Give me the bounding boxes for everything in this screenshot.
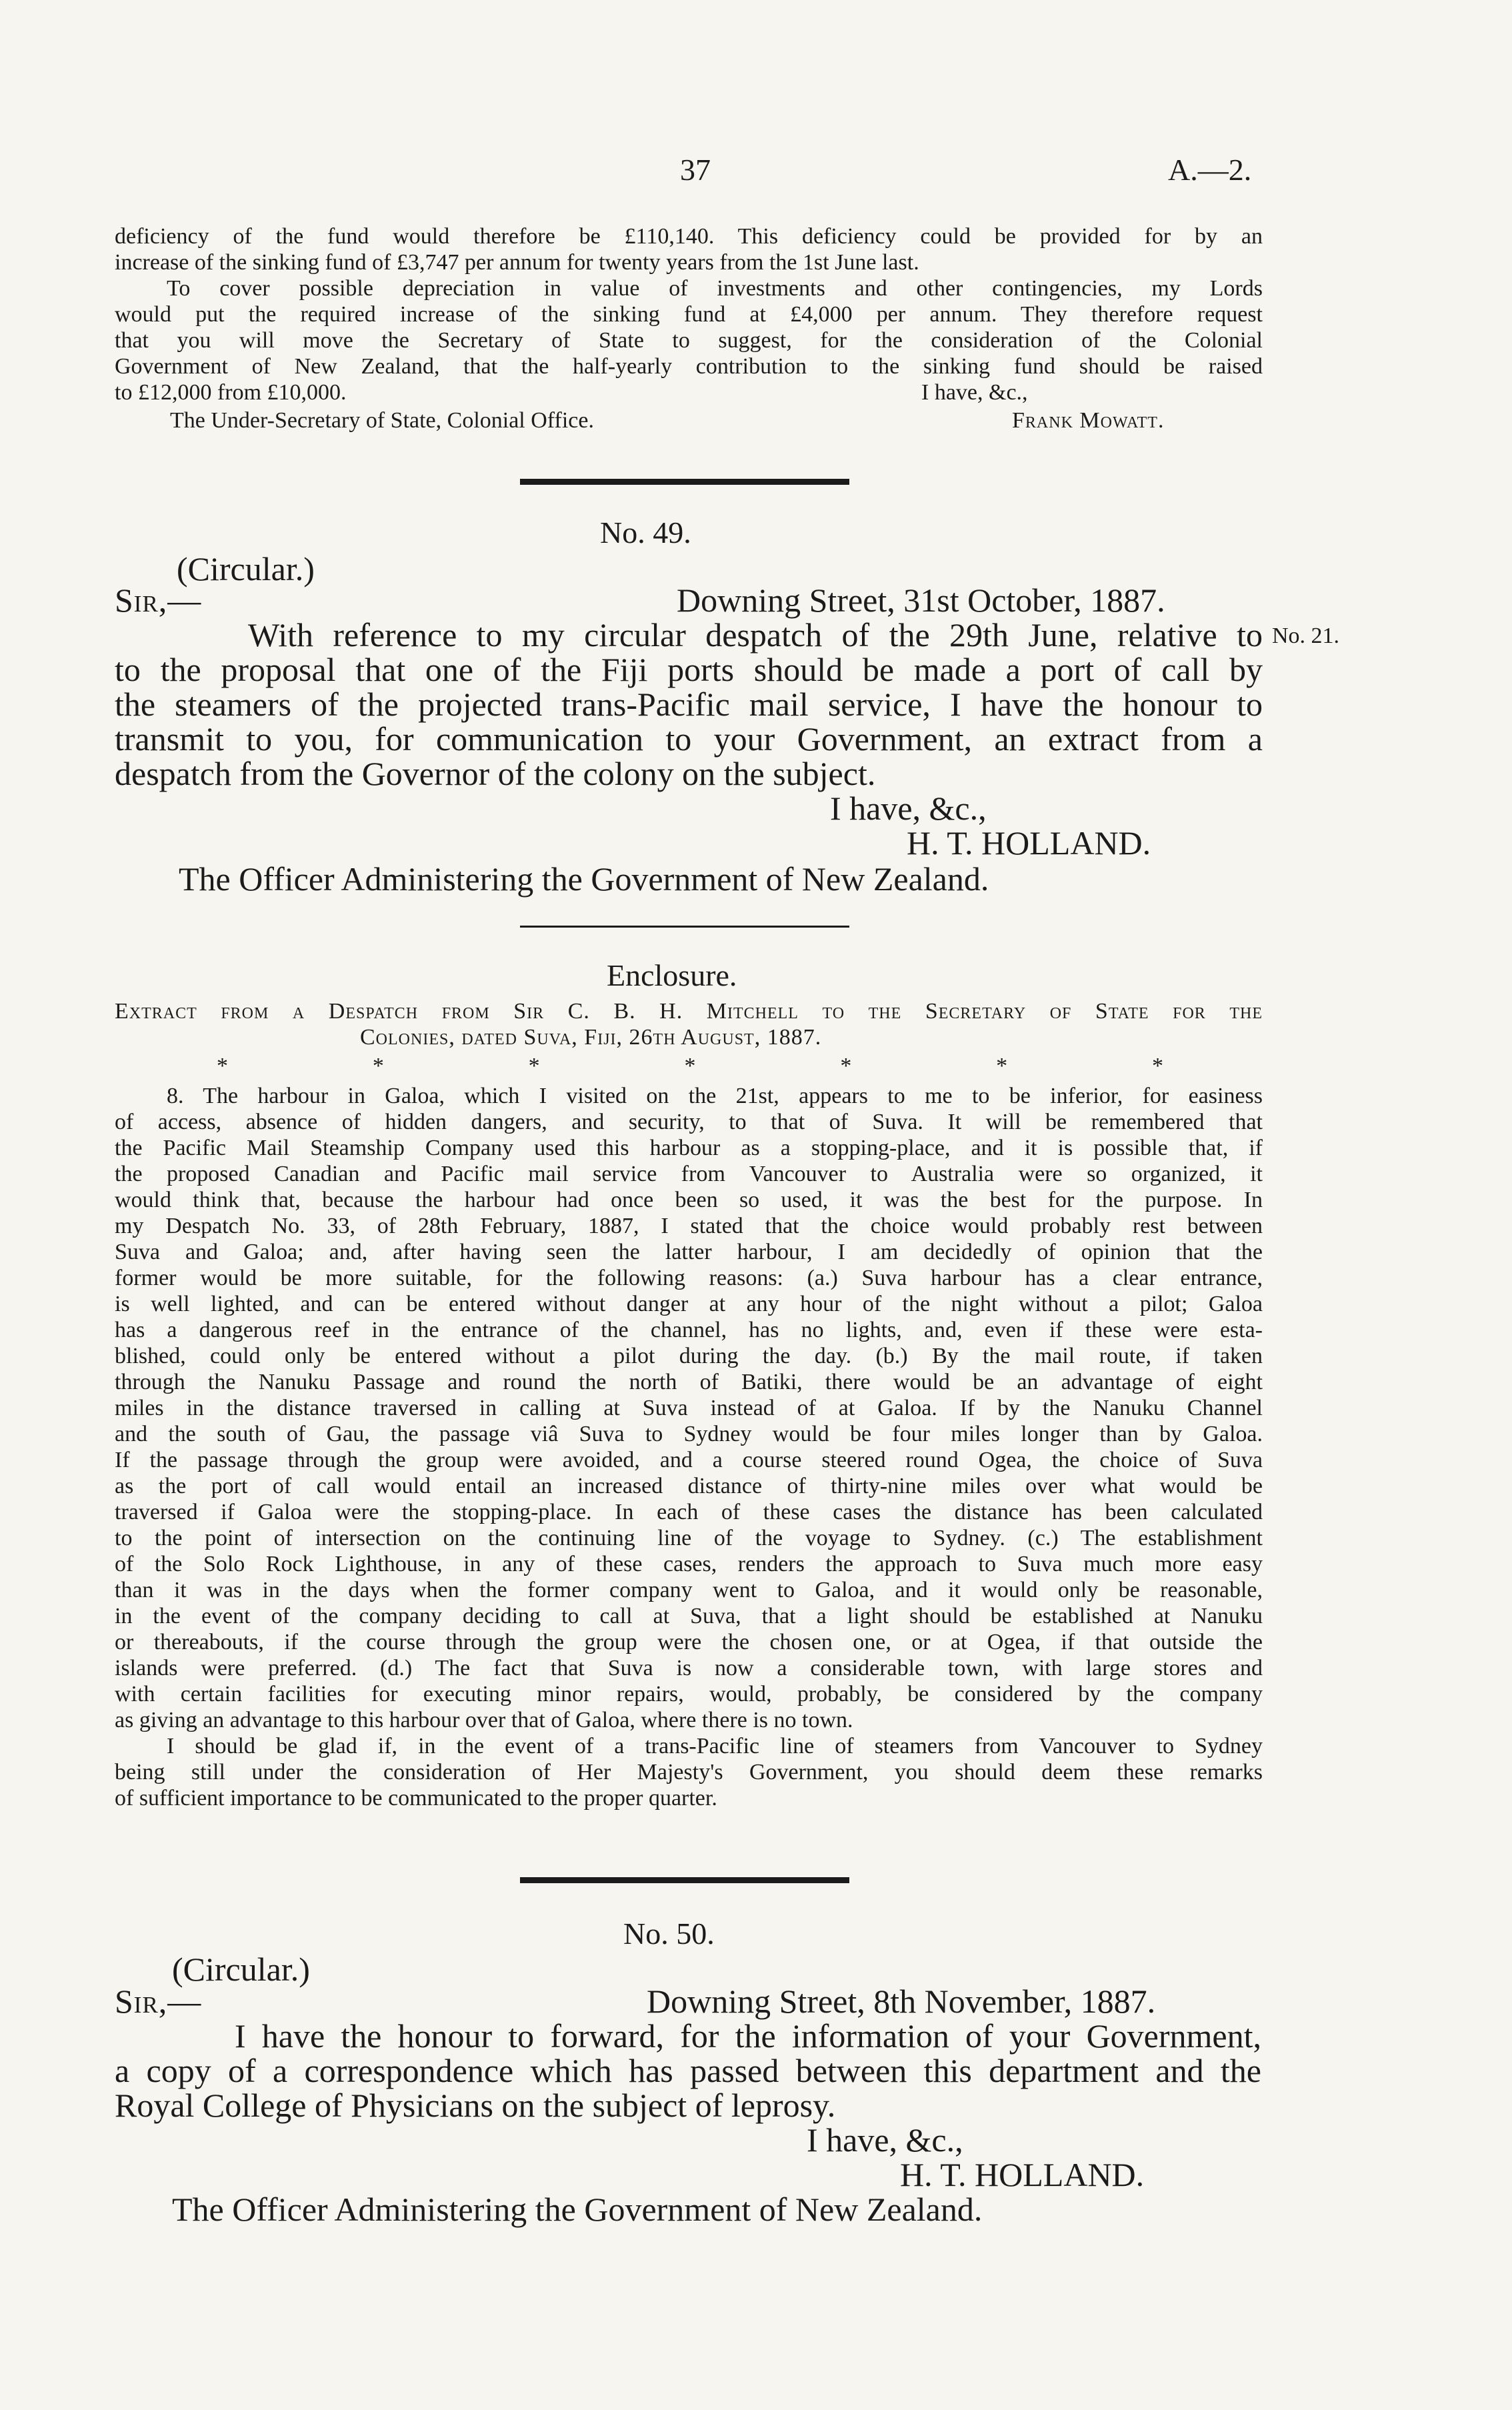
closing-line: I have, &c., bbox=[921, 380, 1028, 405]
text-line: to the point of intersection on the continuing line of the voyage to Sydney. (c.) The establishment bbox=[115, 1526, 1263, 1550]
text-line: miles in the distance traversed in calling at Suva instead of at Galoa. If by the Nanuku Channel bbox=[115, 1396, 1263, 1420]
text-line: the Pacific Mail Steamship Company used this harbour as a stopping-place, and it is possible that, if bbox=[115, 1136, 1263, 1160]
text-line: than it was in the days when the former company went to Galoa, and it would only be reasonable, bbox=[115, 1578, 1263, 1602]
text-line: as giving an advantage to this harbour over that of Galoa, where there is no town. bbox=[115, 1708, 853, 1732]
addressee: The Officer Administering the Government of New Zealand. bbox=[179, 860, 989, 898]
star: * bbox=[1151, 1054, 1163, 1078]
text-line: former would be more suitable, for the following reasons: (a.) Suva harbour has a clear entrance, bbox=[115, 1266, 1263, 1290]
despatch-number: No. 50. bbox=[623, 1917, 715, 1951]
text-line: would put the required increase of the sinking fund at £4,000 per annum. They therefore request bbox=[115, 302, 1263, 327]
page-number: 37 bbox=[680, 153, 711, 187]
letter-line: a copy of a correspondence which has passed between this department and the bbox=[115, 2052, 1261, 2089]
text-line: of sufficient importance to be communicated to the proper quarter. bbox=[115, 1786, 717, 1811]
text-line: deficiency of the fund would therefore be £110,140. This deficiency could be provided for by an bbox=[115, 224, 1263, 249]
star: * bbox=[684, 1054, 696, 1078]
text-line: of the Solo Rock Lighthouse, in any of these cases, renders the approach to Suva much more easy bbox=[115, 1552, 1263, 1576]
closing-line: I have, &c., bbox=[830, 790, 987, 827]
section-divider bbox=[520, 1877, 849, 1883]
salutation: Sir,— bbox=[115, 581, 202, 619]
signatory: Frank Mowatt. bbox=[1012, 408, 1165, 433]
section-divider bbox=[520, 479, 849, 485]
text-line: I should be glad if, in the event of a trans-Pacific line of steamers from Vancouver to Sydney bbox=[167, 1734, 1263, 1758]
enclosure-title: Enclosure. bbox=[607, 958, 737, 992]
text-line: To cover possible depreciation in value of investments and other contingencies, my Lords bbox=[167, 276, 1263, 301]
text-line: that you will move the Secretary of State to suggest, for the consideration of the Colonial bbox=[115, 328, 1263, 353]
text-line: in the event of the company deciding to call at Suva, that a light should be established at Nanuku bbox=[115, 1604, 1263, 1628]
section-divider bbox=[520, 926, 849, 928]
letter-line: With reference to my circular despatch of the 29th June, relative to bbox=[248, 616, 1263, 654]
letter-line: I have the honour to forward, for the information of your Government, bbox=[235, 2017, 1261, 2055]
text-line: islands were preferred. (d.) The fact that Suva is now a considerable town, with large stores and bbox=[115, 1656, 1263, 1680]
closing-line: I have, &c., bbox=[807, 2121, 963, 2159]
enclosure-heading-continued: Colonies, dated Suva, Fiji, 26th August, 1887. bbox=[360, 1025, 822, 1050]
enclosure-heading-text: Extract from a Despatch from Sir C. B. H. Mitchell to the Secretary of State for the bbox=[115, 999, 1263, 1024]
text-line: Suva and Galoa; and, after having seen the latter harbour, I am decidedly of opinion that the bbox=[115, 1240, 1263, 1264]
salutation: Sir,— bbox=[115, 1983, 202, 2020]
letter-line: Royal College of Physicians on the subject of leprosy. bbox=[115, 2087, 836, 2124]
text-line: through the Nanuku Passage and round the north of Batiki, there would be an advantage of eight bbox=[115, 1370, 1263, 1394]
margin-note: No. 21. bbox=[1272, 624, 1340, 648]
enclosure-heading bbox=[115, 998, 1263, 1024]
letter-line: despatch from the Governor of the colony on the subject. bbox=[115, 755, 876, 792]
place-date: Downing Street, 8th November, 1887. bbox=[647, 1983, 1156, 2020]
text-line: and the south of Gau, the passage viâ Suva to Sydney would be four miles longer than by Galoa. bbox=[115, 1422, 1263, 1446]
text-line: increase of the sinking fund of £3,747 per annum for twenty years from the 1st June last. bbox=[115, 250, 919, 275]
text-line: to £12,000 from £10,000. bbox=[115, 380, 347, 405]
text-line: Government of New Zealand, that the half-yearly contribution to the sinking fund should be raised bbox=[115, 354, 1263, 379]
text-line: traversed if Galoa were the stopping-place. In each of these cases the distance has been calculated bbox=[115, 1500, 1263, 1524]
text-line: being still under the consideration of Her Majesty's Government, you should deem these remarks bbox=[115, 1760, 1263, 1784]
letter-line: the steamers of the projected trans-Pacific mail service, I have the honour to bbox=[115, 686, 1263, 723]
letter-line: transmit to you, for communication to your Government, an extract from a bbox=[115, 720, 1263, 758]
signatory: H. T. HOLLAND. bbox=[900, 2156, 1145, 2193]
text-line: the proposed Canadian and Pacific mail service from Vancouver to Australia were so organized, it bbox=[115, 1162, 1263, 1186]
text-line: would think that, because the harbour had once been so used, it was the best for the purpose. In bbox=[115, 1188, 1263, 1212]
text-line: blished, could only be entered without a pilot during the day. (b.) By the mail route, if taken bbox=[115, 1344, 1263, 1368]
signatory: H. T. HOLLAND. bbox=[907, 824, 1151, 862]
letter-line: to the proposal that one of the Fiji ports should be made a port of call by bbox=[115, 651, 1263, 688]
text-line: is well lighted, and can be entered without danger at any hour of the night without a pilot; Galoa bbox=[115, 1292, 1263, 1316]
text-line: or thereabouts, if the course through the group were the chosen one, or at Ogea, if that outside the bbox=[115, 1630, 1263, 1654]
text-line: my Despatch No. 33, of 28th February, 1887, I stated that the choice would probably rest between bbox=[115, 1214, 1263, 1238]
circular-label: (Circular.) bbox=[172, 1951, 310, 1988]
despatch-number: No. 49. bbox=[600, 515, 691, 549]
addressee: The Under-Secretary of State, Colonial Office. bbox=[170, 408, 594, 433]
text-line: has a dangerous reef in the entrance of the channel, has no lights, and, even if these were esta- bbox=[115, 1318, 1263, 1342]
star: * bbox=[840, 1054, 852, 1078]
star: * bbox=[372, 1054, 384, 1078]
text-line: with certain facilities for executing minor repairs, would, probably, be considered by the company bbox=[115, 1682, 1263, 1706]
star: * bbox=[217, 1054, 228, 1078]
document-reference: A.—2. bbox=[1168, 153, 1252, 187]
text-line: of access, absence of hidden dangers, and security, to that of Suva. It will be remembered that bbox=[115, 1110, 1263, 1134]
star: * bbox=[528, 1054, 540, 1078]
omission-stars bbox=[217, 1054, 1163, 1079]
text-line: 8. The harbour in Galoa, which I visited on the 21st, appears to me to be inferior, for easiness bbox=[167, 1084, 1263, 1108]
place-date: Downing Street, 31st October, 1887. bbox=[677, 581, 1165, 619]
text-line: If the passage through the group were avoided, and a course steered round Ogea, the choice of Suva bbox=[115, 1448, 1263, 1472]
addressee: The Officer Administering the Government of New Zealand. bbox=[172, 2191, 983, 2228]
circular-label: (Circular.) bbox=[177, 550, 315, 587]
enclosure-body bbox=[115, 1083, 1263, 1811]
star: * bbox=[996, 1054, 1008, 1078]
text-line: as the port of call would entail an increased distance of thirty-nine miles over what would be bbox=[115, 1474, 1263, 1498]
